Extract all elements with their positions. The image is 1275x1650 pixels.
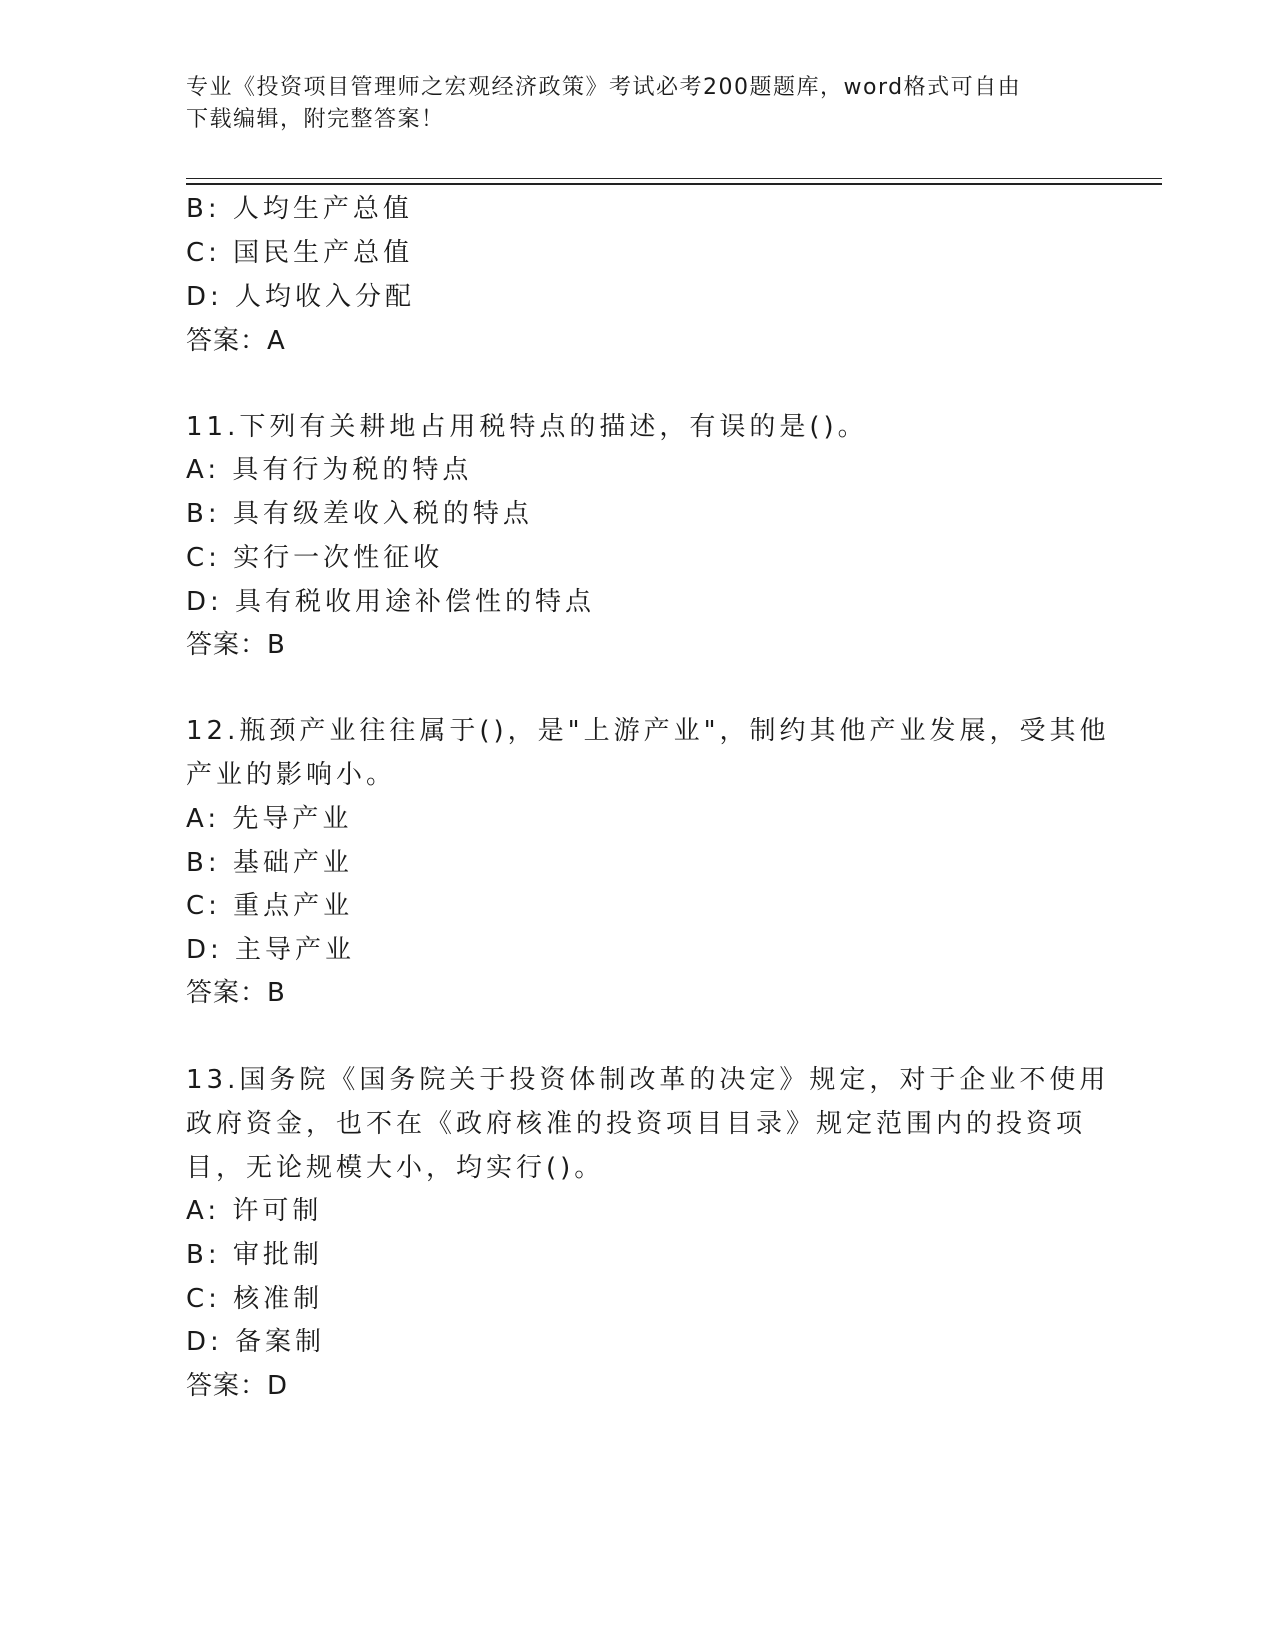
answer: 答案：D [186,1371,289,1401]
question-stem: 13.国务院《国务院关于投资体制改革的决定》规定，对于企业不使用 [186,1065,1110,1095]
option-c: C: 实行一次性征收 [186,543,444,573]
answer: 答案：B [186,978,286,1008]
header-divider-thick [186,183,1162,185]
question-stem: 11.下列有关耕地占用税特点的描述，有误的是()。 [186,412,868,442]
document-header [186,72,1086,136]
question-stem: 12.瓶颈产业往往属于()，是"上游产业"，制约其他产业发展，受其他 [186,716,1110,746]
option-b: B: 人均生产总值 [186,194,413,224]
option-d: D: 备案制 [186,1327,326,1357]
option-c: C: 国民生产总值 [186,238,414,268]
option-a: A: 具有行为税的特点 [186,455,473,485]
option-b: B: 审批制 [186,1240,323,1270]
option-a: A: 许可制 [186,1196,323,1226]
option-c: C: 重点产业 [186,891,354,921]
option-b: B: 基础产业 [186,848,353,878]
answer: 答案：B [186,630,286,660]
option-d: D: 人均收入分配 [186,282,416,312]
question-stem-continued: 产业的影响小。 [186,760,397,790]
option-d: D: 具有税收用途补偿性的特点 [186,587,596,617]
question-stem-continued: 政府资金，也不在《政府核准的投资项目目录》规定范围内的投资项 [186,1109,1087,1139]
header-line-1: 专业《投资项目管理师之宏观经济政策》考试必考200题题库，word格式可自由 [186,75,1022,100]
answer: 答案：A [186,326,286,356]
header-line-2: 下载编辑，附完整答案！ [186,107,445,132]
option-a: A: 先导产业 [186,804,353,834]
option-b: B: 具有级差收入税的特点 [186,499,533,529]
header-divider-thin [186,178,1162,179]
question-stem-continued: 目，无论规模大小，均实行()。 [186,1153,605,1183]
option-d: D: 主导产业 [186,935,356,965]
option-c: C: 核准制 [186,1284,324,1314]
